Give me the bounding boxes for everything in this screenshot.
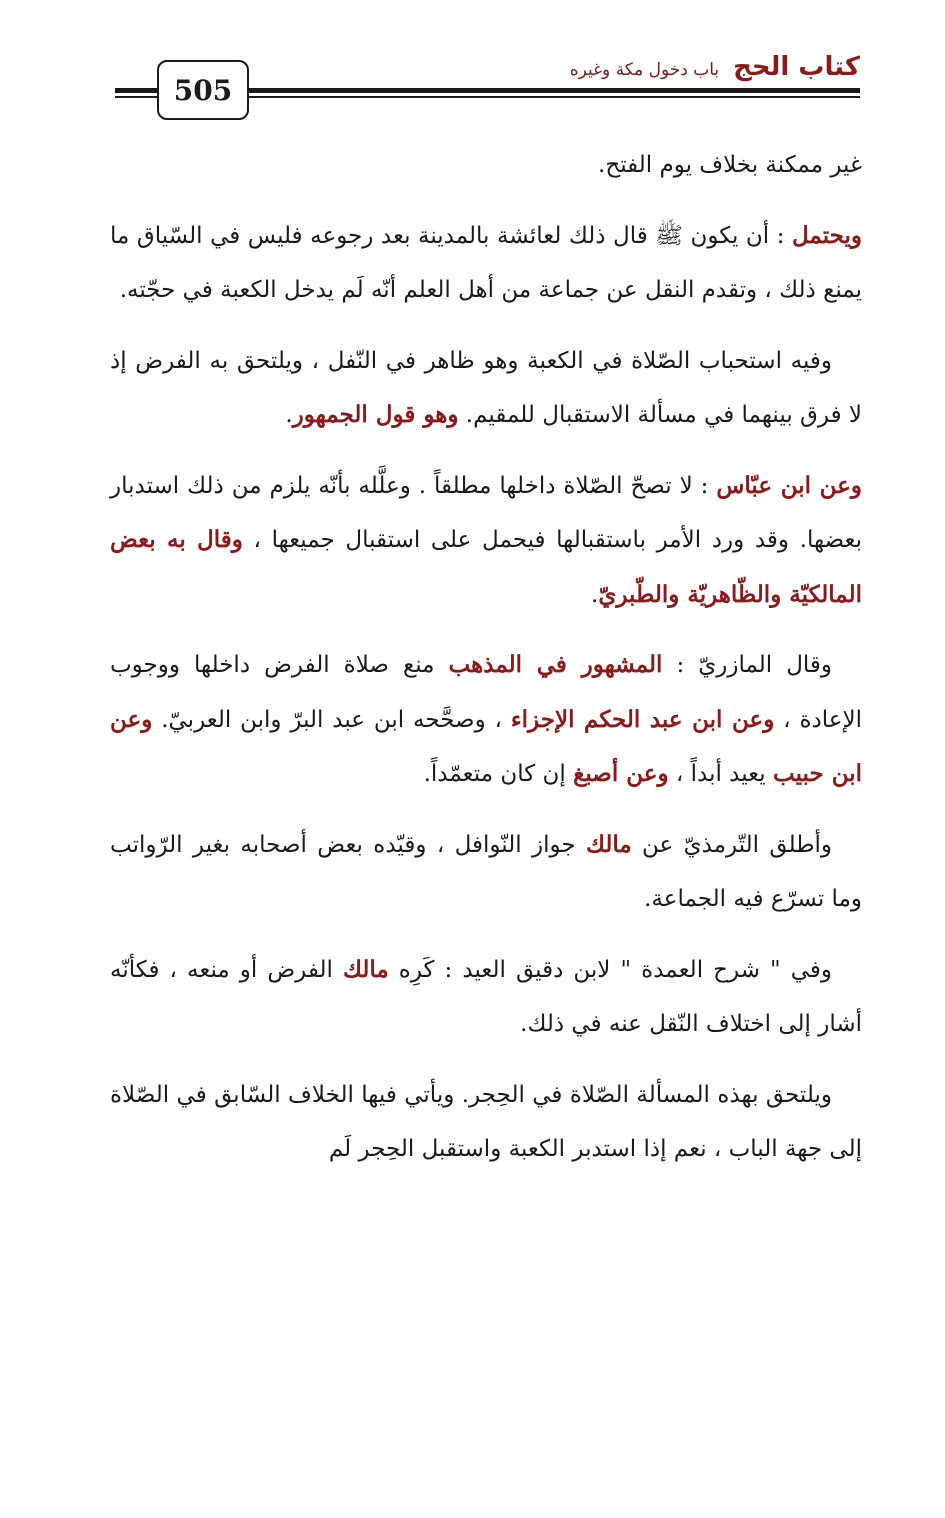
paragraph-text: : لا تصحّ الصّلاة داخلها مطلقاً . وعلَّله بأنّه يلزم من ذلك استدبار بعضها. وقد ورد الأمر باستقبالها فيحمل على استقبال جميعها ، bbox=[110, 472, 862, 553]
paragraph bbox=[110, 459, 862, 623]
paragraph-text: الفرض أو منعه ، فكأنّه أشار إلى اختلاف النّقل عنه في ذلك. bbox=[110, 956, 862, 1037]
paragraph bbox=[110, 1068, 862, 1177]
highlighted-text: وعن ابن عبّاس bbox=[716, 471, 862, 499]
paragraph-text: غير ممكنة بخلاف يوم الفتح. bbox=[598, 152, 862, 178]
highlighted-text: ويحتمل bbox=[791, 221, 862, 249]
highlighted-text: وعن ابن عبد الحكم الإجزاء bbox=[510, 705, 775, 733]
paragraph-text: وأطلق التّرمذيّ عن bbox=[631, 831, 833, 858]
paragraph bbox=[110, 818, 862, 927]
paragraph bbox=[110, 334, 862, 443]
highlighted-text: المشهور في المذهب bbox=[448, 651, 663, 678]
paragraph bbox=[110, 138, 862, 193]
paragraph-text: . bbox=[285, 402, 293, 428]
paragraph-text: إن كان متعمّداً. bbox=[423, 761, 574, 787]
highlighted-text: وعن أصبغ bbox=[573, 760, 669, 787]
paragraph bbox=[110, 638, 862, 802]
paragraph-text: ، وصحَّحه ابن عبد البرّ وابن العربيّ. bbox=[152, 706, 511, 733]
header-titles bbox=[570, 52, 860, 82]
paragraph-text: ويلتحق بهذه المسألة الصّلاة في الحِجر. ويأتي فيها الخلاف السّابق في الصّلاة إلى جهة الباب ، نعم إذا استدبر الكعبة واستقبل الحِجر لَم bbox=[110, 1081, 862, 1162]
highlighted-text: وقال به بعض المالكيّة والظّاهريّة والطّبريّ bbox=[110, 526, 862, 608]
paragraph-text: منع صلاة الفرض داخلها ووجوب الإعادة ، bbox=[110, 652, 863, 733]
paragraph-text: وفيه استحباب الصّلاة في الكعبة وهو ظاهر في النّفل ، ويلتحق به الفرض إذ لا فرق بينهما في مسألة الاستقبال للمقيم. bbox=[110, 347, 862, 428]
highlighted-text: وهو قول الجمهور bbox=[292, 401, 459, 428]
page-body bbox=[110, 138, 862, 1193]
paragraph bbox=[110, 943, 862, 1052]
paragraph bbox=[110, 209, 862, 318]
paragraph-text: . bbox=[591, 581, 599, 608]
paragraph-text: جواز النّوافل ، وقيّده بعض أصحابه بغير الرّواتب وما تسرّع فيه الجماعة. bbox=[110, 831, 862, 912]
chapter-title: باب دخول مكة وغيره bbox=[569, 60, 720, 80]
highlighted-text: وعن ابن حبيب bbox=[110, 705, 862, 787]
paragraph-text: وقال المازريّ : bbox=[662, 652, 833, 678]
paragraph-text: يعيد أبداً ، bbox=[668, 761, 773, 787]
book-title: كتاب الحج bbox=[733, 52, 860, 82]
highlighted-text: مالك bbox=[585, 830, 632, 858]
highlighted-text: مالك bbox=[342, 955, 389, 983]
paragraph-text: : أن يكون ﷺ قال ذلك لعائشة بالمدينة بعد رجوعه فليس في السّياق ما يمنع ذلك ، وتقدم النقل عن جماعة من أهل العلم أنّه لَم يدخل الكعبة في حجّته. bbox=[110, 222, 862, 303]
page-header bbox=[115, 52, 860, 122]
page-number: 505 bbox=[157, 60, 249, 120]
paragraph-text: وفي " شرح العمدة " لابن دقيق العيد : كَرِه bbox=[388, 956, 832, 983]
